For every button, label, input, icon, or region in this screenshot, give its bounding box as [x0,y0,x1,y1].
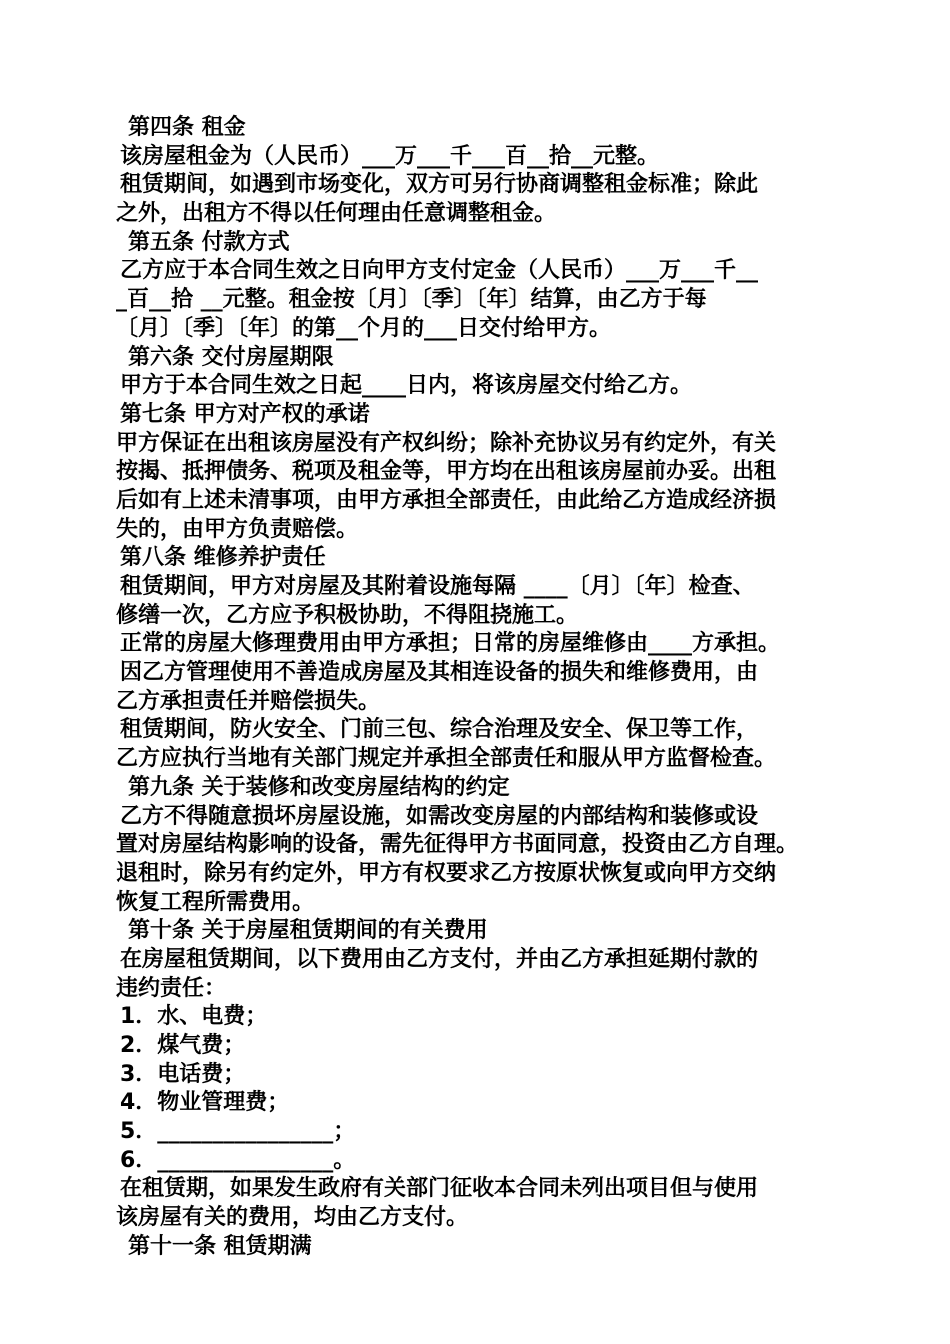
article-5-heading: 第五条 付款方式 [128,229,290,255]
article-7-heading: 第七条 甲方对产权的承诺 [120,401,370,427]
paragraph-line: _百__拾 __元整。租金按〔月〕〔季〕〔年〕结算，由乙方于每 [116,287,707,313]
paragraph-line: 〔月〕〔季〕〔年〕的第__个月的___日交付给甲方。 [116,315,612,341]
article-9-heading: 第九条 关于装修和改变房屋结构的约定 [128,774,510,800]
article-6-heading: 第六条 交付房屋期限 [128,344,334,370]
paragraph-line: 后如有上述未清事项，由甲方承担全部责任，由此给乙方造成经济损 [116,487,777,513]
paragraph-line: 之外，出租方不得以任何理由任意调整租金。 [116,201,557,227]
paragraph-line: 违约责任： [116,975,227,1001]
paragraph-line: 正常的房屋大修理费用由甲方承担；日常的房屋维修由____方承担。 [120,631,781,657]
paragraph-line: 租赁期间，甲方对房屋及其附着设施每隔 ____〔月〕〔年〕检查、 [120,574,755,599]
article-4-heading: 第四条 租金 [128,115,246,140]
article-10-heading: 第十条 关于房屋租赁期间的有关费用 [128,918,488,944]
list-item: 1．水、电费； [120,1004,268,1030]
paragraph-line: 乙方应于本合同生效之日向甲方支付定金（人民币）___万___千__ [120,258,759,284]
paragraph-line: 甲方保证在出租该房屋没有产权纠纷；除补充协议另有约定外，有关 [116,430,777,456]
paragraph-line: 修缮一次，乙方应予积极协助，不得阻挠施工。 [116,602,579,628]
list-item: 3．电话费； [120,1061,246,1087]
list-item: 6．________________。 [120,1147,356,1173]
paragraph-line: 在房屋租赁期间，以下费用由乙方支付，并由乙方承担延期付款的 [120,946,759,972]
paragraph-line: 该房屋租金为（人民币）___万___千___百__拾__元整。 [120,143,660,169]
paragraph-line: 甲方于本合同生效之日起____日内，将该房屋交付给乙方。 [120,373,693,399]
paragraph-line: 乙方应执行当地有关部门规定并承担全部责任和服从甲方监督检查。 [116,746,777,772]
document-page [0,114,950,1262]
paragraph-line: 乙方不得随意损坏房屋设施，如需改变房屋的内部结构和装修或设 [120,803,759,829]
list-item: 2．煤气费； [120,1033,246,1058]
paragraph-line: 置对房屋结构影响的设备，需先征得甲方书面同意，投资由乙方自理。 [116,832,799,858]
list-item: 5．________________； [120,1119,356,1145]
list-item: 4．物业管理费； [120,1090,290,1116]
article-8-heading: 第八条 维修养护责任 [120,545,326,571]
paragraph-line: 恢复工程所需费用。 [116,889,315,915]
paragraph-line: 该房屋有关的费用，均由乙方支付。 [116,1205,469,1231]
paragraph-line: 退租时，除另有约定外，甲方有权要求乙方按原状恢复或向甲方交纳 [116,860,777,886]
paragraph-line: 因乙方管理使用不善造成房屋及其相连设备的损失和维修费用，由 [120,660,759,686]
paragraph-line: 失的，由甲方负责赔偿。 [116,516,359,542]
article-11-heading: 第十一条 租赁期满 [128,1233,312,1259]
paragraph-line: 租赁期间，防火安全、门前三包、综合治理及安全、保卫等工作， [120,717,759,743]
paragraph-line: 按揭、抵押债务、税项及租金等，甲方均在出租该房屋前办妥。出租 [116,459,777,485]
paragraph-line: 租赁期间，如遇到市场变化，双方可另行协商调整租金标准；除此 [120,172,759,198]
paragraph-line: 在租赁期，如果发生政府有关部门征收本合同未列出项目但与使用 [120,1176,759,1202]
paragraph-line: 乙方承担责任并赔偿损失。 [116,688,381,714]
